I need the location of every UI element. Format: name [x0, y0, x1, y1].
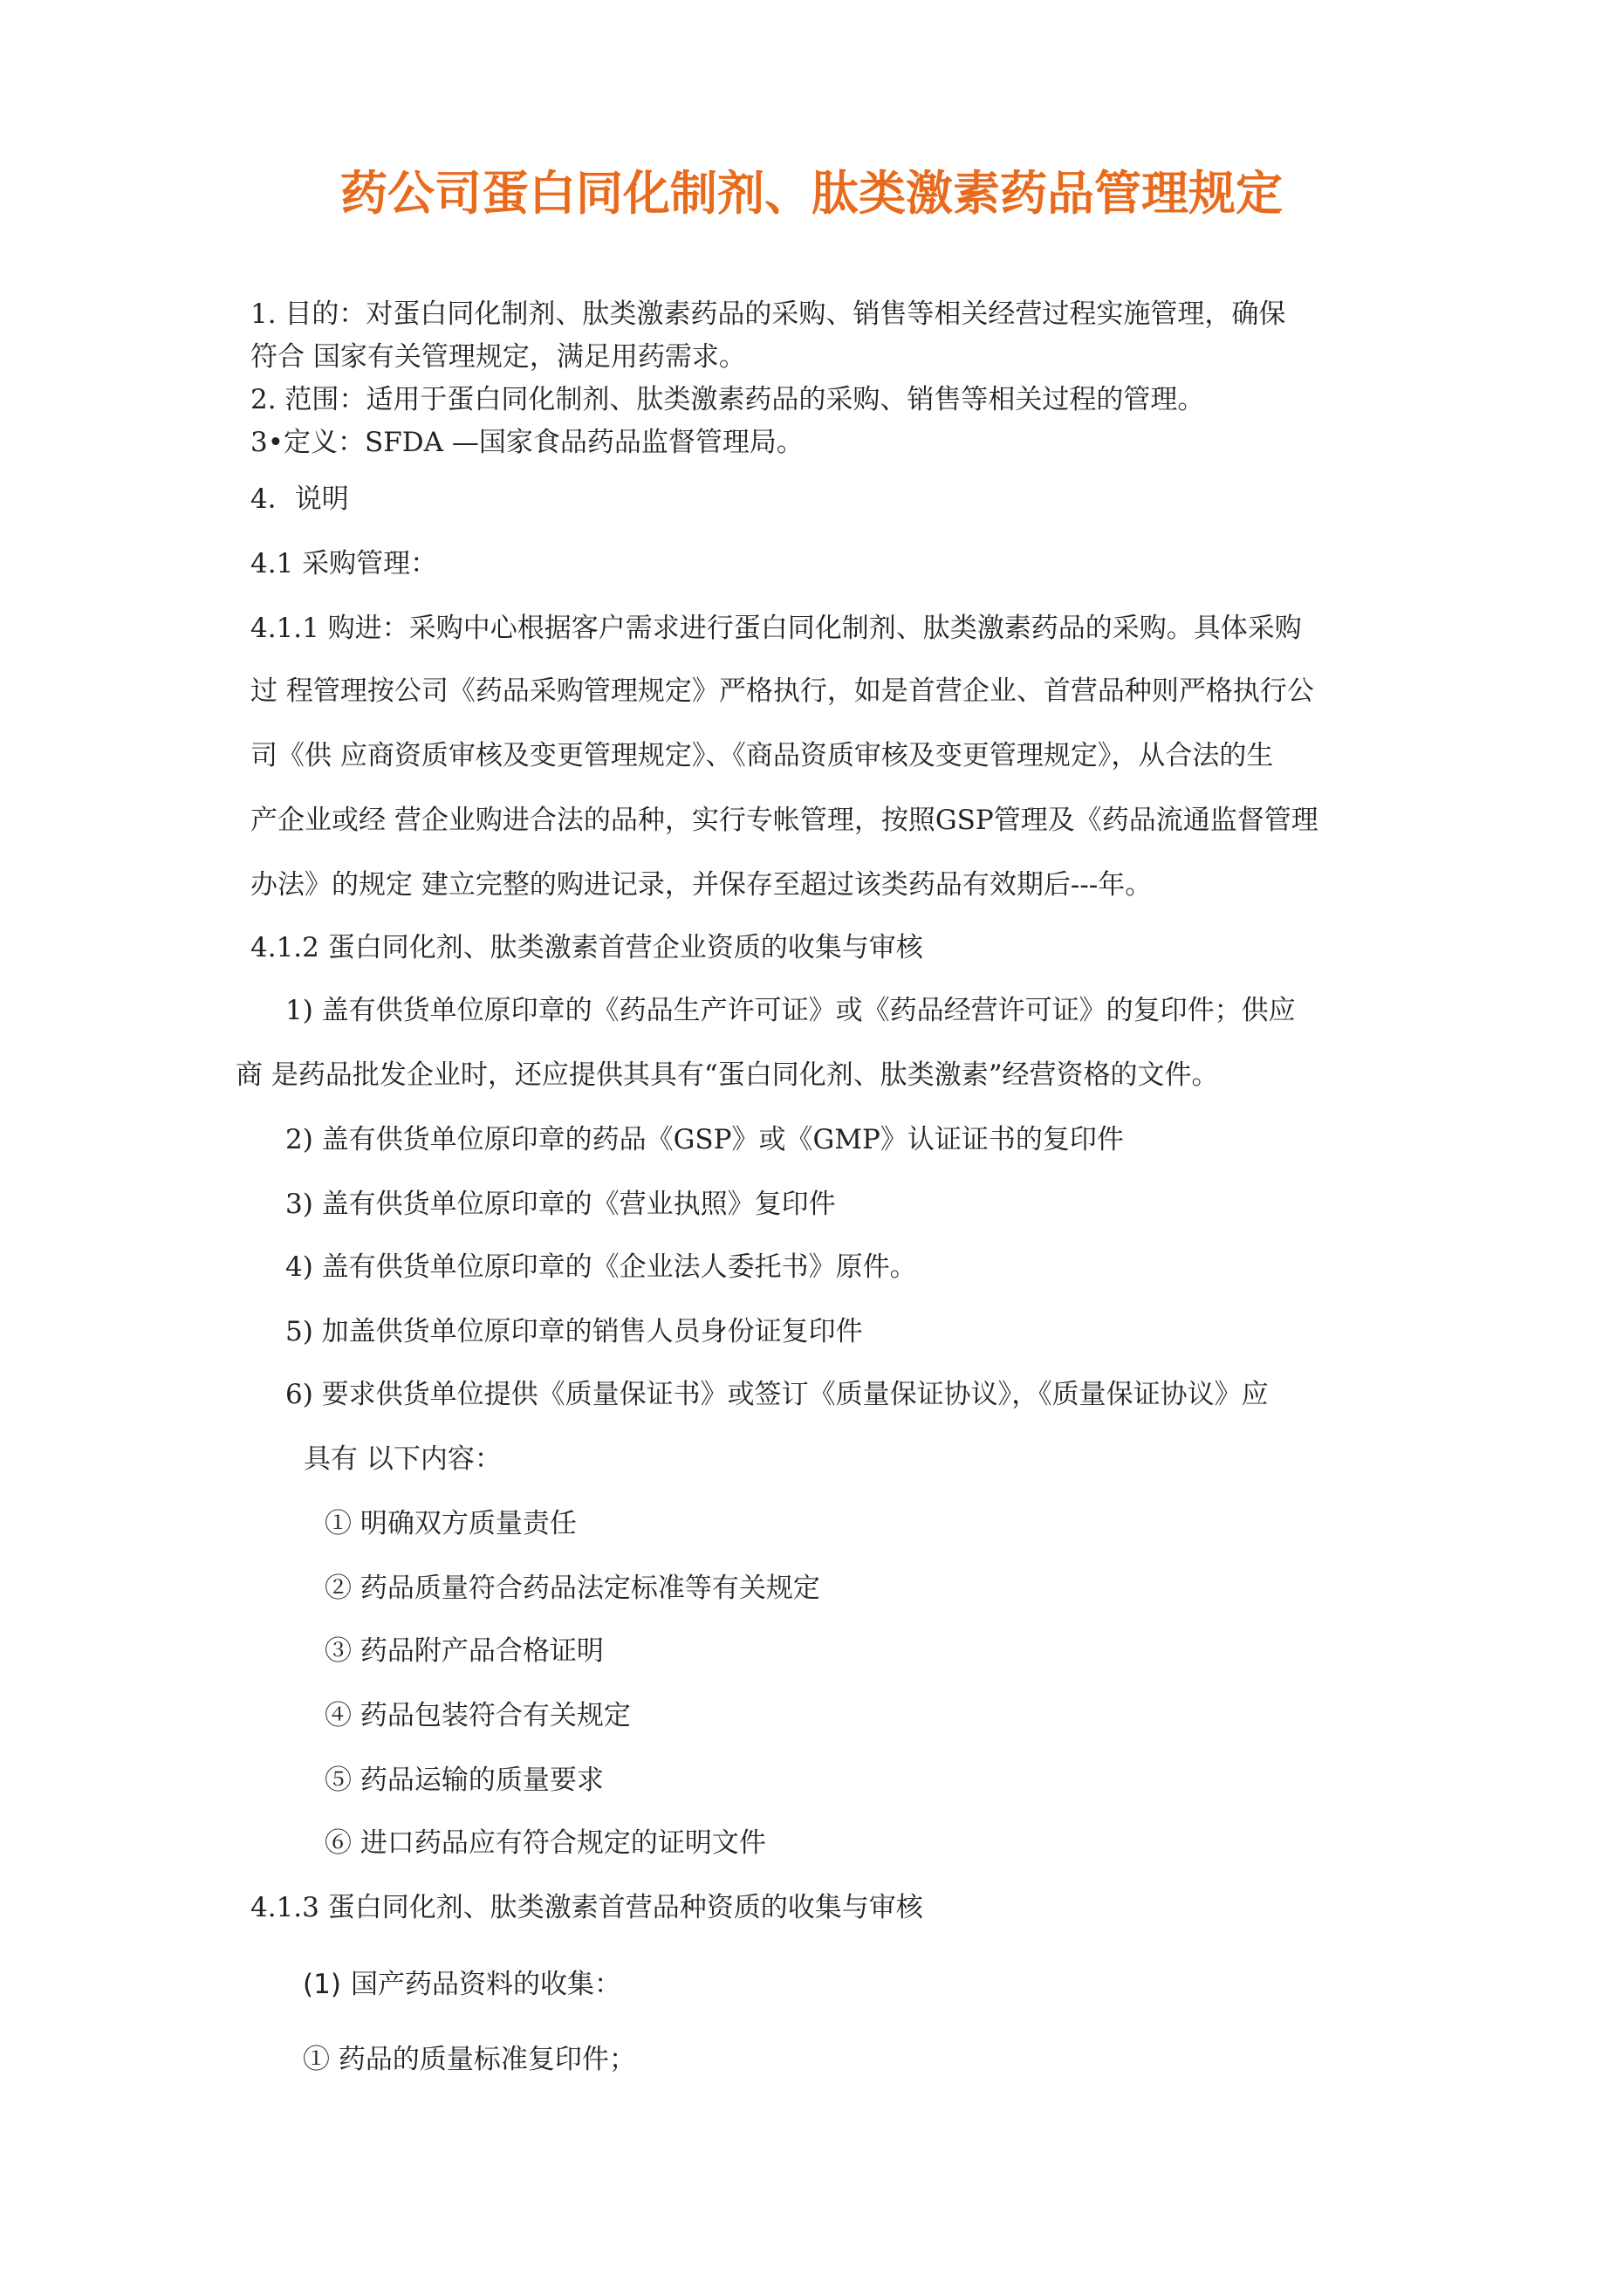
sub-list-item: ① 药品的质量标准复印件； — [303, 2044, 636, 2075]
sub-list-item: ② 药品质量符合药品法定标准等有关规定 — [325, 1573, 820, 1604]
sub-list-item: ③ 药品附产品合格证明 — [325, 1635, 604, 1667]
list-number: (1) — [303, 1969, 341, 2000]
paragraph-line: 商 是药品批发企业时，还应提供其具有“蛋白同化剂、肽类激素”经营资格的文件。 — [236, 1059, 1219, 1091]
list-item: 国产药品资料的收集： — [351, 1969, 621, 2000]
paragraph-line: 2. 范围：适用于蛋白同化制剂、肽类激素药品的采购、销售等相关过程的管理。 — [250, 384, 1205, 415]
paragraph-line: 过 程管理按公司《药品采购管理规定》严格执行，如是首营企业、首营品种则严格执行公 — [250, 675, 1314, 707]
sub-list-item: ⑤ 药品运输的质量要求 — [325, 1765, 604, 1796]
paragraph-line: 具有 以下内容： — [304, 1443, 502, 1475]
paragraph-line: 产企业或经 营企业购进合法的品种，实行专帐管理，按照GSP管理及《药品流通监督管理 — [250, 805, 1318, 836]
paragraph-line: 符合 国家有关管理规定，满足用药需求。 — [250, 341, 746, 373]
section-heading: 4.1.3 蛋白同化剂、肽类激素首营品种资质的收集与审核 — [250, 1892, 923, 1923]
paragraph-line: 司《供 应商资质审核及变更管理规定》、《商品资质审核及变更管理规定》，从合法的生 — [250, 740, 1274, 771]
list-item: 1) 盖有供货单位原印章的《药品生产许可证》或《药品经营许可证》的复印件；供应 — [285, 995, 1296, 1026]
sub-list-item: ④ 药品包装符合有关规定 — [325, 1700, 631, 1731]
list-item: 3) 盖有供货单位原印章的《营业执照》复印件 — [285, 1189, 836, 1220]
paragraph-line: 3•定义：SFDA —国家食品药品监督管理局。 — [250, 427, 804, 458]
list-item: 4) 盖有供货单位原印章的《企业法人委托书》原件。 — [285, 1251, 917, 1283]
section-heading: 4.1 采购管理： — [250, 548, 438, 579]
paragraph-line: 1. 目的：对蛋白同化制剂、肽类激素药品的采购、销售等相关经营过程实施管理，确保 — [250, 298, 1286, 330]
list-item: 5) 加盖供货单位原印章的销售人员身份证复印件 — [285, 1316, 863, 1347]
paragraph-line: 4.1.1 购进：采购中心根据客户需求进行蛋白同化制剂、肽类激素药品的采购。具体采购 — [250, 613, 1302, 644]
document-title: 药公司蛋白同化制剂、肽类激素药品管理规定 — [340, 166, 1283, 221]
sub-list-item: ① 明确双方质量责任 — [325, 1508, 577, 1539]
list-item: 6) 要求供货单位提供《质量保证书》或签订《质量保证协议》，《质量保证协议》应 — [285, 1379, 1269, 1410]
section-heading: 4．说明 — [250, 483, 349, 515]
paragraph-line: 办法》的规定 建立完整的购进记录，并保存至超过该类药品有效期后---年。 — [250, 869, 1153, 901]
sub-list-item: ⑥ 进口药品应有符合规定的证明文件 — [325, 1827, 766, 1859]
list-item: 2) 盖有供货单位原印章的药品《GSP》或《GMP》认证证书的复印件 — [285, 1124, 1124, 1155]
section-heading: 4.1.2 蛋白同化剂、肽类激素首营企业资质的收集与审核 — [250, 932, 923, 963]
